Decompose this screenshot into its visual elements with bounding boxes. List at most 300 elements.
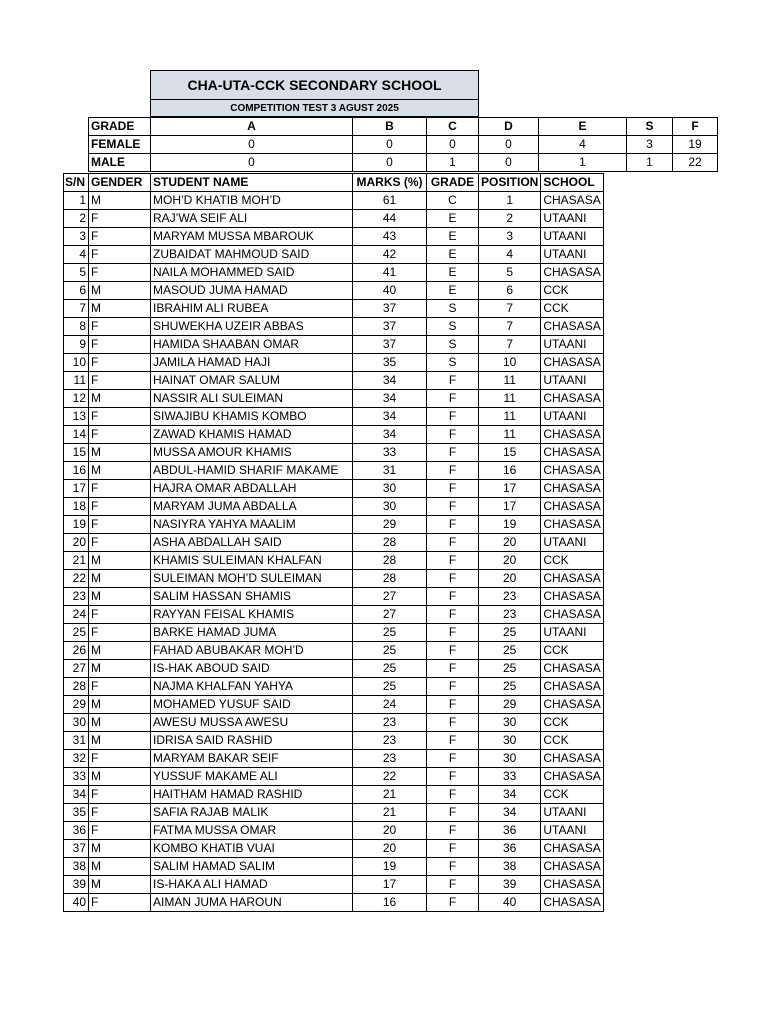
table-row	[64, 408, 604, 426]
cell-student-name: SIWAJIBU KHAMIS KOMBO	[151, 408, 353, 426]
cell-marks: 17	[353, 876, 427, 894]
cell-marks: 34	[353, 426, 427, 444]
summary-grade-s: S	[627, 118, 673, 136]
cell-position: 34	[479, 804, 541, 822]
cell-grade: E	[427, 282, 479, 300]
cell-school: CHASASA	[541, 192, 603, 210]
cell-gender: F	[89, 210, 151, 228]
table-row	[64, 354, 604, 372]
summary-header-row	[89, 118, 718, 136]
summary-row-label: FEMALE	[89, 136, 151, 154]
results-table	[63, 173, 604, 912]
results-table-body	[64, 192, 604, 912]
table-row	[64, 588, 604, 606]
cell-gender: M	[89, 642, 151, 660]
cell-student-name: HAINAT OMAR SALUM	[151, 372, 353, 390]
table-row	[64, 300, 604, 318]
cell-grade: F	[427, 498, 479, 516]
cell-student-name: HAJRA OMAR ABDALLAH	[151, 480, 353, 498]
cell-position: 36	[479, 840, 541, 858]
table-row	[64, 462, 604, 480]
cell-school: CHASASA	[541, 876, 603, 894]
cell-school: CHASASA	[541, 750, 603, 768]
cell-grade: F	[427, 840, 479, 858]
cell-position: 30	[479, 714, 541, 732]
table-row	[64, 426, 604, 444]
cell-sn: 5	[64, 264, 89, 282]
summary-row-label: MALE	[89, 154, 151, 172]
cell-marks: 43	[353, 228, 427, 246]
cell-school: UTAANI	[541, 246, 603, 264]
cell-marks: 34	[353, 390, 427, 408]
cell-student-name: ZAWAD KHAMIS HAMAD	[151, 426, 353, 444]
cell-marks: 34	[353, 372, 427, 390]
cell-student-name: MOH’D KHATIB MOH’D	[151, 192, 353, 210]
cell-sn: 29	[64, 696, 89, 714]
cell-position: 7	[479, 300, 541, 318]
cell-grade: C	[427, 192, 479, 210]
cell-marks: 28	[353, 534, 427, 552]
column-header-name: STUDENT NAME	[151, 174, 353, 192]
table-row	[64, 372, 604, 390]
cell-grade: F	[427, 480, 479, 498]
cell-student-name: JAMILA HAMAD HAJI	[151, 354, 353, 372]
cell-sn: 19	[64, 516, 89, 534]
table-row	[64, 516, 604, 534]
cell-gender: F	[89, 534, 151, 552]
cell-school: CHASASA	[541, 678, 603, 696]
cell-gender: M	[89, 552, 151, 570]
cell-position: 6	[479, 282, 541, 300]
cell-sn: 35	[64, 804, 89, 822]
table-row	[64, 570, 604, 588]
cell-gender: F	[89, 516, 151, 534]
cell-gender: M	[89, 390, 151, 408]
cell-gender: F	[89, 426, 151, 444]
cell-position: 11	[479, 390, 541, 408]
table-row	[64, 336, 604, 354]
cell-gender: M	[89, 570, 151, 588]
cell-sn: 39	[64, 876, 89, 894]
cell-sn: 12	[64, 390, 89, 408]
cell-grade: F	[427, 696, 479, 714]
cell-grade: F	[427, 516, 479, 534]
cell-school: CHASASA	[541, 264, 603, 282]
summary-grade-label: GRADE	[89, 118, 151, 136]
summary-count: 0	[427, 136, 479, 154]
cell-position: 25	[479, 624, 541, 642]
cell-gender: M	[89, 588, 151, 606]
table-row	[64, 660, 604, 678]
cell-student-name: NAILA MOHAMMED SAID	[151, 264, 353, 282]
cell-sn: 34	[64, 786, 89, 804]
cell-grade: F	[427, 372, 479, 390]
cell-student-name: AWESU MUSSA AWESU	[151, 714, 353, 732]
cell-sn: 32	[64, 750, 89, 768]
cell-student-name: KOMBO KHATIB VUAI	[151, 840, 353, 858]
table-row	[64, 480, 604, 498]
cell-sn: 33	[64, 768, 89, 786]
cell-gender: F	[89, 786, 151, 804]
cell-grade: F	[427, 642, 479, 660]
cell-school: CHASASA	[541, 498, 603, 516]
table-row	[64, 894, 604, 912]
cell-school: CHASASA	[541, 444, 603, 462]
cell-student-name: ABDUL-HAMID SHARIF MAKAME	[151, 462, 353, 480]
cell-school: CCK	[541, 732, 603, 750]
cell-grade: E	[427, 246, 479, 264]
cell-sn: 7	[64, 300, 89, 318]
cell-gender: M	[89, 714, 151, 732]
cell-grade: F	[427, 804, 479, 822]
summary-count: 0	[479, 136, 539, 154]
cell-marks: 37	[353, 300, 427, 318]
table-row	[64, 858, 604, 876]
cell-grade: F	[427, 624, 479, 642]
cell-gender: M	[89, 858, 151, 876]
cell-school: CHASASA	[541, 588, 603, 606]
cell-student-name: FAHAD ABUBAKAR MOH’D	[151, 642, 353, 660]
cell-student-name: MOHAMED YUSUF SAID	[151, 696, 353, 714]
table-row	[64, 534, 604, 552]
cell-position: 15	[479, 444, 541, 462]
cell-student-name: MUSSA AMOUR KHAMIS	[151, 444, 353, 462]
column-header-school: SCHOOL	[541, 174, 603, 192]
cell-marks: 28	[353, 552, 427, 570]
summary-male-row	[89, 154, 718, 172]
cell-sn: 3	[64, 228, 89, 246]
summary-grade-a: A	[151, 118, 353, 136]
cell-grade: F	[427, 786, 479, 804]
cell-marks: 42	[353, 246, 427, 264]
column-header-position: POSITION	[479, 174, 541, 192]
cell-marks: 23	[353, 714, 427, 732]
cell-position: 10	[479, 354, 541, 372]
page-title: CHA-UTA-CCK SECONDARY SCHOOL	[150, 70, 479, 100]
page-subtitle: COMPETITION TEST 3 AGUST 2025	[150, 99, 479, 117]
cell-student-name: NAJMA KHALFAN YAHYA	[151, 678, 353, 696]
table-row	[64, 192, 604, 210]
cell-marks: 28	[353, 570, 427, 588]
table-row	[64, 246, 604, 264]
summary-female-row	[89, 136, 718, 154]
cell-marks: 37	[353, 318, 427, 336]
summary-count: 1	[627, 154, 673, 172]
cell-grade: F	[427, 426, 479, 444]
cell-gender: F	[89, 480, 151, 498]
table-row	[64, 624, 604, 642]
cell-position: 33	[479, 768, 541, 786]
cell-marks: 21	[353, 804, 427, 822]
cell-position: 7	[479, 336, 541, 354]
cell-position: 23	[479, 606, 541, 624]
summary-grade-c: C	[427, 118, 479, 136]
cell-gender: M	[89, 282, 151, 300]
cell-grade: F	[427, 408, 479, 426]
summary-count: 1	[539, 154, 627, 172]
cell-grade: F	[427, 534, 479, 552]
column-header-grade: GRADE	[427, 174, 479, 192]
cell-grade: F	[427, 678, 479, 696]
cell-student-name: YUSSUF MAKAME ALI	[151, 768, 353, 786]
cell-sn: 1	[64, 192, 89, 210]
cell-sn: 27	[64, 660, 89, 678]
cell-student-name: SALIM HAMAD SALIM	[151, 858, 353, 876]
cell-sn: 6	[64, 282, 89, 300]
cell-marks: 34	[353, 408, 427, 426]
summary-count: 0	[151, 136, 353, 154]
cell-sn: 2	[64, 210, 89, 228]
cell-student-name: ZUBAIDAT MAHMOUD SAID	[151, 246, 353, 264]
cell-student-name: MARYAM MUSSA MBAROUK	[151, 228, 353, 246]
cell-gender: M	[89, 840, 151, 858]
cell-gender: F	[89, 606, 151, 624]
cell-marks: 35	[353, 354, 427, 372]
table-row	[64, 228, 604, 246]
cell-position: 11	[479, 372, 541, 390]
cell-position: 40	[479, 894, 541, 912]
cell-position: 11	[479, 408, 541, 426]
summary-count: 0	[151, 154, 353, 172]
cell-marks: 24	[353, 696, 427, 714]
cell-school: CHASASA	[541, 894, 603, 912]
summary-count: 0	[353, 136, 427, 154]
cell-position: 29	[479, 696, 541, 714]
grade-summary-table	[88, 117, 718, 172]
summary-grade-d: D	[479, 118, 539, 136]
table-row	[64, 642, 604, 660]
cell-marks: 23	[353, 732, 427, 750]
cell-grade: F	[427, 732, 479, 750]
cell-student-name: SAFIA RAJAB MALIK	[151, 804, 353, 822]
cell-position: 38	[479, 858, 541, 876]
cell-student-name: AIMAN JUMA HAROUN	[151, 894, 353, 912]
table-row	[64, 768, 604, 786]
cell-school: UTAANI	[541, 804, 603, 822]
cell-gender: M	[89, 768, 151, 786]
cell-student-name: IS-HAKA ALI HAMAD	[151, 876, 353, 894]
table-row	[64, 786, 604, 804]
cell-grade: F	[427, 588, 479, 606]
cell-gender: M	[89, 696, 151, 714]
column-header-marks: MARKS (%)	[353, 174, 427, 192]
cell-grade: F	[427, 714, 479, 732]
column-header-sn: S/N	[64, 174, 89, 192]
cell-school: UTAANI	[541, 408, 603, 426]
cell-sn: 38	[64, 858, 89, 876]
cell-school: CHASASA	[541, 354, 603, 372]
cell-sn: 16	[64, 462, 89, 480]
table-row	[64, 804, 604, 822]
cell-school: UTAANI	[541, 624, 603, 642]
cell-sn: 37	[64, 840, 89, 858]
cell-student-name: RAJ’WA SEIF ALI	[151, 210, 353, 228]
cell-sn: 26	[64, 642, 89, 660]
cell-sn: 14	[64, 426, 89, 444]
cell-sn: 22	[64, 570, 89, 588]
cell-student-name: MARYAM JUMA ABDALLA	[151, 498, 353, 516]
cell-marks: 27	[353, 588, 427, 606]
cell-gender: F	[89, 264, 151, 282]
cell-school: UTAANI	[541, 336, 603, 354]
cell-school: CHASASA	[541, 606, 603, 624]
cell-gender: F	[89, 408, 151, 426]
cell-position: 4	[479, 246, 541, 264]
cell-sn: 17	[64, 480, 89, 498]
cell-school: CCK	[541, 552, 603, 570]
cell-school: CHASASA	[541, 840, 603, 858]
cell-school: CHASASA	[541, 570, 603, 588]
cell-sn: 24	[64, 606, 89, 624]
cell-student-name: HAMIDA SHAABAN OMAR	[151, 336, 353, 354]
summary-count: 22	[673, 154, 718, 172]
summary-grade-b: B	[353, 118, 427, 136]
cell-marks: 23	[353, 750, 427, 768]
cell-gender: F	[89, 750, 151, 768]
cell-school: UTAANI	[541, 210, 603, 228]
cell-position: 19	[479, 516, 541, 534]
cell-position: 17	[479, 498, 541, 516]
cell-school: CHASASA	[541, 768, 603, 786]
cell-grade: F	[427, 606, 479, 624]
table-row	[64, 750, 604, 768]
cell-sn: 25	[64, 624, 89, 642]
cell-school: CHASASA	[541, 480, 603, 498]
cell-position: 7	[479, 318, 541, 336]
cell-student-name: MASOUD JUMA HAMAD	[151, 282, 353, 300]
cell-school: CHASASA	[541, 318, 603, 336]
cell-gender: F	[89, 372, 151, 390]
cell-position: 11	[479, 426, 541, 444]
cell-sn: 8	[64, 318, 89, 336]
cell-gender: M	[89, 462, 151, 480]
cell-student-name: SULEIMAN MOH’D SULEIMAN	[151, 570, 353, 588]
table-row	[64, 876, 604, 894]
cell-school: CCK	[541, 282, 603, 300]
cell-student-name: ASHA ABDALLAH SAID	[151, 534, 353, 552]
cell-marks: 25	[353, 660, 427, 678]
cell-gender: M	[89, 876, 151, 894]
cell-position: 16	[479, 462, 541, 480]
cell-sn: 10	[64, 354, 89, 372]
cell-student-name: SHUWEKHA UZEIR ABBAS	[151, 318, 353, 336]
cell-position: 25	[479, 642, 541, 660]
cell-marks: 30	[353, 480, 427, 498]
cell-school: CCK	[541, 714, 603, 732]
cell-grade: F	[427, 390, 479, 408]
cell-grade: E	[427, 228, 479, 246]
cell-position: 23	[479, 588, 541, 606]
cell-grade: F	[427, 462, 479, 480]
cell-gender: F	[89, 354, 151, 372]
cell-school: CCK	[541, 642, 603, 660]
cell-sn: 13	[64, 408, 89, 426]
cell-sn: 28	[64, 678, 89, 696]
cell-student-name: IDRISA SAID RASHID	[151, 732, 353, 750]
cell-position: 3	[479, 228, 541, 246]
cell-gender: F	[89, 336, 151, 354]
cell-school: UTAANI	[541, 534, 603, 552]
cell-grade: F	[427, 894, 479, 912]
table-row	[64, 678, 604, 696]
cell-sn: 36	[64, 822, 89, 840]
cell-marks: 29	[353, 516, 427, 534]
cell-grade: S	[427, 336, 479, 354]
cell-position: 36	[479, 822, 541, 840]
cell-grade: S	[427, 300, 479, 318]
summary-count: 3	[627, 136, 673, 154]
cell-grade: F	[427, 660, 479, 678]
table-row	[64, 498, 604, 516]
cell-grade: F	[427, 750, 479, 768]
cell-position: 20	[479, 570, 541, 588]
cell-sn: 18	[64, 498, 89, 516]
cell-marks: 16	[353, 894, 427, 912]
cell-marks: 44	[353, 210, 427, 228]
cell-student-name: NASSIR ALI SULEIMAN	[151, 390, 353, 408]
cell-student-name: FATMA MUSSA OMAR	[151, 822, 353, 840]
cell-gender: F	[89, 624, 151, 642]
cell-gender: F	[89, 318, 151, 336]
cell-grade: F	[427, 768, 479, 786]
table-row	[64, 696, 604, 714]
cell-position: 2	[479, 210, 541, 228]
cell-gender: M	[89, 444, 151, 462]
cell-grade: F	[427, 876, 479, 894]
table-row	[64, 732, 604, 750]
cell-sn: 30	[64, 714, 89, 732]
cell-position: 30	[479, 732, 541, 750]
cell-student-name: IS-HAK ABOUD SAID	[151, 660, 353, 678]
cell-position: 39	[479, 876, 541, 894]
cell-position: 20	[479, 534, 541, 552]
cell-school: UTAANI	[541, 822, 603, 840]
cell-gender: F	[89, 894, 151, 912]
table-row	[64, 822, 604, 840]
table-row	[64, 282, 604, 300]
cell-school: CHASASA	[541, 390, 603, 408]
cell-marks: 27	[353, 606, 427, 624]
cell-marks: 21	[353, 786, 427, 804]
summary-count: 0	[353, 154, 427, 172]
cell-sn: 4	[64, 246, 89, 264]
table-row	[64, 714, 604, 732]
cell-sn: 31	[64, 732, 89, 750]
cell-gender: F	[89, 804, 151, 822]
cell-sn: 20	[64, 534, 89, 552]
cell-school: CCK	[541, 786, 603, 804]
cell-position: 1	[479, 192, 541, 210]
cell-position: 5	[479, 264, 541, 282]
table-row	[64, 606, 604, 624]
cell-gender: M	[89, 660, 151, 678]
table-row	[64, 318, 604, 336]
cell-school: CHASASA	[541, 426, 603, 444]
cell-student-name: HAITHAM HAMAD RASHID	[151, 786, 353, 804]
summary-count: 4	[539, 136, 627, 154]
cell-student-name: RAYYAN FEISAL KHAMIS	[151, 606, 353, 624]
cell-marks: 61	[353, 192, 427, 210]
table-row	[64, 840, 604, 858]
table-row	[64, 210, 604, 228]
cell-school: UTAANI	[541, 228, 603, 246]
table-row	[64, 390, 604, 408]
cell-sn: 21	[64, 552, 89, 570]
cell-grade: S	[427, 318, 479, 336]
cell-gender: F	[89, 246, 151, 264]
cell-marks: 30	[353, 498, 427, 516]
cell-position: 30	[479, 750, 541, 768]
